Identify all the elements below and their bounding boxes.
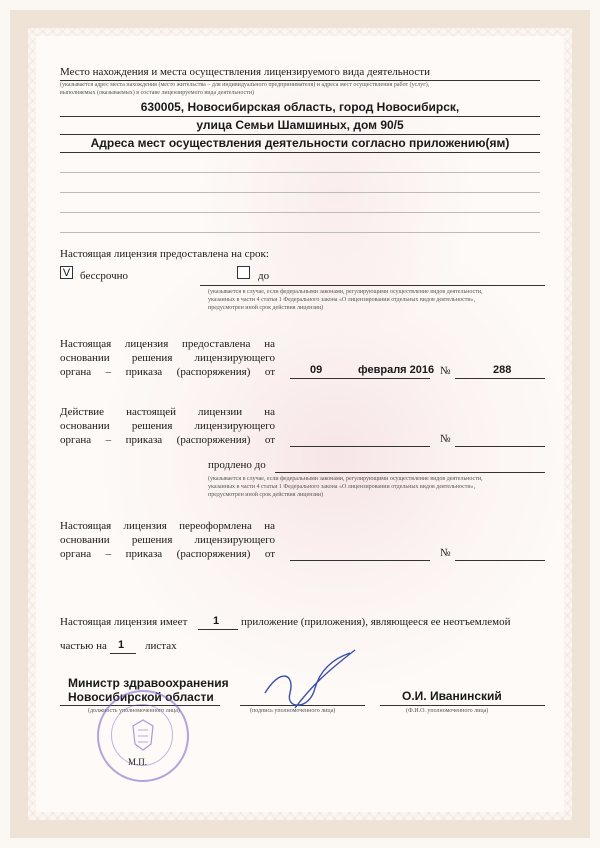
address-underline-4 [60, 172, 540, 173]
extension-line-1: Действие настоящей лицензии на [60, 406, 275, 418]
seal-stamp [97, 690, 189, 782]
basis-month-year: февраля 2016 [358, 364, 435, 376]
sign-note: (подпись уполномоченного лица) [250, 708, 336, 714]
signer-position-1: Министр здравоохранения [68, 676, 229, 690]
address-underline-1 [60, 116, 540, 117]
location-note-1: (указывается адрес места нахождения (место жительства – для индивидуального предпринимателя) и адреса мест осуществления работ (услуг), [60, 82, 430, 88]
address-underline-2 [60, 134, 540, 135]
pages-count-underline [110, 653, 136, 654]
until-underline [200, 285, 545, 286]
basis-line-1: Настоящая лицензия предоставлена на [60, 338, 275, 350]
pages-suffix: листах [145, 640, 177, 652]
attachments-count: 1 [213, 615, 220, 627]
address-underline-5 [60, 192, 540, 193]
basis-number-underline [455, 378, 545, 379]
term-note-1: (указывается в случае, если федеральными законами, регулирующими осуществление видов деятельности, [208, 289, 483, 295]
basis-line-3: органа – приказа (распоряжения) от [60, 366, 275, 378]
reissue-number-underline [455, 560, 545, 561]
name-underline [380, 705, 545, 706]
emblem-icon [129, 718, 157, 752]
address-underline-3 [60, 152, 540, 153]
extended-until-underline [275, 472, 545, 473]
extension-num-sign: № [440, 433, 451, 445]
extended-until-label: продлено до [208, 459, 266, 471]
position-note: (должность уполномоченного лица) [88, 708, 180, 714]
location-heading: Место нахождения и места осуществления лицензируемого вида деятельности [60, 66, 430, 78]
reissue-line-2: основании решения лицензирующего [60, 534, 275, 546]
extension-note-1: (указывается в случае, если федеральными законами, регулирующими осуществление видов деятельности, [208, 476, 483, 482]
attachments-prefix: Настоящая лицензия имеет [60, 616, 188, 628]
pages-prefix: частью на [60, 640, 107, 652]
basis-number: 288 [493, 364, 512, 376]
term-heading: Настоящая лицензия предоставлена на срок: [60, 248, 269, 260]
basis-num-sign: № [440, 365, 451, 377]
name-note: (Ф.И.О. уполномоченного лица) [406, 708, 489, 714]
until-label: до [258, 270, 270, 282]
basis-line-2: основании решения лицензирующего [60, 352, 275, 364]
term-note-3: предусмотрен иной срок действия лицензии) [208, 305, 324, 311]
basis-day: 09 [310, 364, 323, 376]
address-line-1: 630005, Новосибирская область, город Новосибирск, [140, 100, 460, 114]
signature-icon [255, 648, 365, 718]
attachments-count-underline [198, 629, 238, 630]
extension-line-2: основании решения лицензирующего [60, 420, 275, 432]
pages-count: 1 [118, 639, 125, 651]
extension-date-underline [290, 446, 430, 447]
signer-position-2: Новосибирской области [68, 690, 214, 704]
extension-number-underline [455, 446, 545, 447]
reissue-line-3: органа – приказа (распоряжения) от [60, 548, 275, 560]
extension-note-3: предусмотрен иной срок действия лицензии) [208, 492, 324, 498]
unlimited-checkbox[interactable]: V [60, 266, 73, 279]
address-underline-6 [60, 212, 540, 213]
attachments-suffix: приложение (приложения), являющееся ее неотъемлемой [241, 616, 511, 628]
address-underline-7 [60, 232, 540, 233]
signer-name: О.И. Иванинский [402, 689, 502, 703]
location-note-2: выполняемых (оказываемых) в составе лицензируемого вида деятельности) [60, 90, 254, 96]
stamp-mark: М.П. [128, 757, 148, 767]
reissue-num-sign: № [440, 547, 451, 559]
extension-note-2: указанных в части 4 статьи 1 Федерального закона «О лицензировании отдельных видов деятельности», [208, 484, 476, 490]
address-line-2: улица Семьи Шамшиных, дом 90/5 [196, 118, 404, 132]
extension-line-3: органа – приказа (распоряжения) от [60, 434, 275, 446]
basis-date-underline [290, 378, 430, 379]
term-note-2: указанных в части 4 статьи 1 Федерального закона «О лицензировании отдельных видов деятельности», [208, 297, 476, 303]
reissue-date-underline [290, 560, 430, 561]
unlimited-label: бессрочно [80, 270, 129, 282]
address-line-3: Адреса мест осуществления деятельности согласно приложению(ям) [90, 136, 510, 150]
until-checkbox[interactable] [237, 266, 250, 279]
reissue-line-1: Настоящая лицензия переоформлена на [60, 520, 275, 532]
